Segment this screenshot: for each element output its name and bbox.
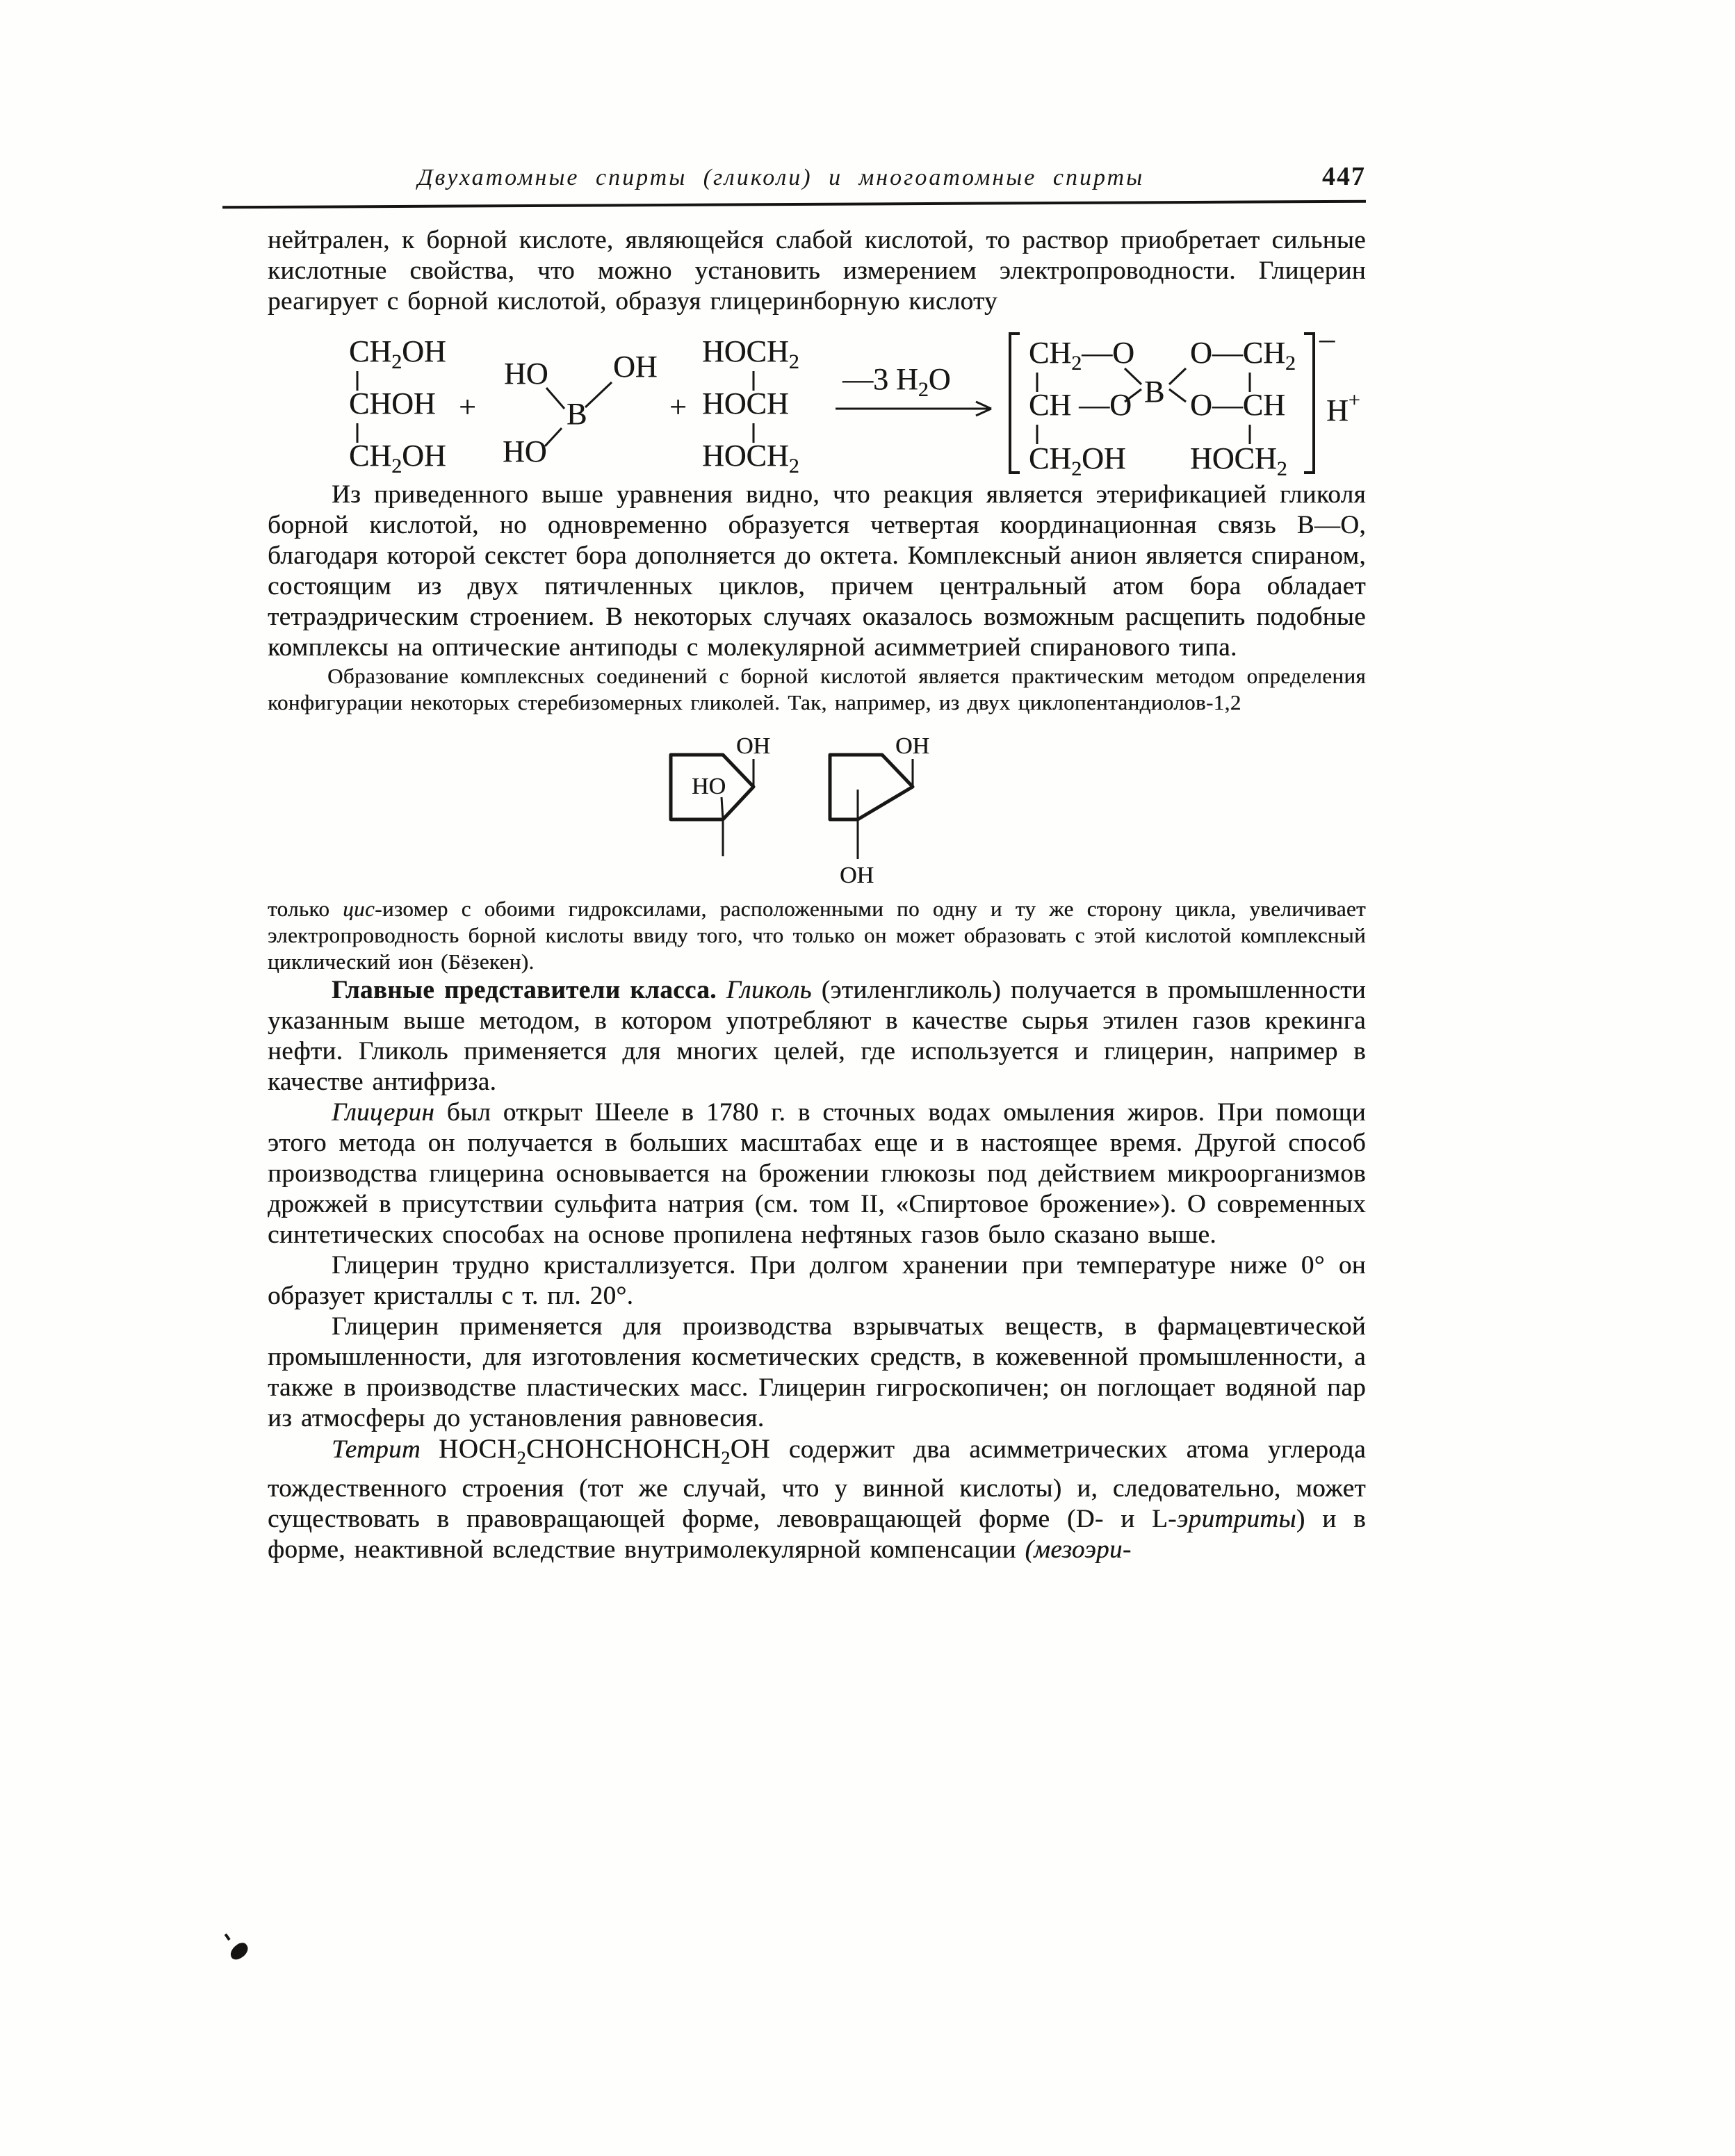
product-complex-anion [1010, 322, 1360, 480]
note-cis-isomer: только цис-изомер с обоими гидроксилами, расположенными по одну и ту же сторону цикла, увеличивает электропроводность борной кислоты ввиду того, что только он может образовать с этой кислотой комплексный циклический ион (Бёзекен). [268, 897, 1367, 974]
paragraph-tetrite: Тетрит $HOCH_2CHOHCHOHCH_2OH$ содержит два асимметрических атома углерода тождественного строения (тот же случай, что у винной кислоты) и, следовательно, может существовать в правовращающей форме, левовращающей форме (D- и L-эритриты) и в форме, неактивной вследствие внутримолекулярной компенсации (мезоэри- [268, 1434, 1366, 1564]
svg-text:O—CH2: $O—CH_2$ [1190, 336, 1296, 375]
svg-text:HO: HO [504, 357, 548, 391]
reaction-arrow [836, 362, 991, 416]
hydroxyl-label: OH [895, 733, 930, 759]
tetrite-formula: $HOCH_2CHOHCHOHCH_2OH$ [439, 1434, 771, 1468]
reactant-glycerol-2 [702, 334, 799, 477]
svg-text:O—CH: O—CH [1190, 388, 1285, 422]
boric-acid-reaction-equation [341, 320, 1383, 480]
hydroxyl-label: OH [840, 863, 874, 888]
svg-text:CH —O: CH —O [1029, 388, 1132, 422]
paragraph-glycerol-crystallization: Глицерин трудно кристаллизуется. При долгом хранении при температуре ниже 0° он образует кристаллы с т. пл. 20°. [268, 1251, 1366, 1310]
reactant-glycerol-1 [349, 334, 446, 477]
page-number: 447 [1322, 162, 1366, 191]
cyclopentanediol-figure [624, 726, 1013, 896]
trans-isomer-structure [830, 733, 929, 888]
svg-text:CHOH: CHOH [349, 386, 436, 420]
page-content [268, 0, 1366, 1565]
svg-text:HOCH2: $HOCH_2$ [702, 334, 799, 373]
hydroxyl-label: HO [692, 774, 726, 799]
bond-line [1169, 389, 1186, 402]
plus-sign: + [669, 390, 687, 424]
hydrogen-ion: H+ [1326, 389, 1360, 427]
glycerol-term: Глицерин [332, 1098, 435, 1127]
paragraph-intro: нейтрален, к борной кислоте, являющейся слабой кислотой, то раствор приобретает сильные кислотные свойства, что можно установить измерением электропроводности. Глицерин реагирует с борной кислотой, образуя глицеринборную кислоту [268, 226, 1366, 316]
svg-text:HOCH2: $HOCH_2$ [702, 439, 799, 477]
paragraph-discussion: Из приведенного выше уравнения видно, что реакция является этерификацией гликоля борной кислотой, но одновременно образуется четвертая координационная связь В—О, благодаря которой секстет бора дополняется до октета. Комплексный анион является спираном, состоящим из двух пятичленных циклов, причем центральный атом бора обладает тетраэдрическим строением. В некоторых случаях оказалось возможным расщепить подобные комплексы на оптические антиподы с молекулярной асимметрией спиранового типа. [268, 480, 1366, 662]
charge-label: – [1319, 322, 1335, 356]
svg-text:CH2OH: $CH_2OH$ [349, 439, 446, 477]
svg-text:CH2OH: $CH_2OH$ [349, 334, 446, 373]
right-bracket [1304, 334, 1314, 473]
running-header [268, 161, 1366, 192]
paragraph-main-representatives: Главные представители класса. Гликоль (этиленгликоль) получается в промышленности указанным выше методом, в котором употребляют в качестве сырья этилен газов крекинга нефти. Гликоль применяется для многих целей, где используется и глицерин, например в качестве антифриза. [268, 976, 1366, 1096]
section-lead: Главные представители класса. [332, 976, 717, 1004]
cyclopentane-ring [830, 755, 913, 819]
bond-line [1169, 368, 1186, 384]
hydroxyl-label: OH [736, 733, 771, 759]
water-loss-label: —3 $H_2O$ [842, 362, 951, 401]
cis-isomer-structure [671, 733, 770, 856]
svg-text:CH2OH: $CH_2OH$ [1029, 441, 1126, 480]
svg-text:B: B [567, 397, 587, 431]
paragraph-glycerol-discovery: Глицерин был открыт Шееле в 1780 г. в сточных водах омыления жиров. При помощи этого метода он получается в больших масштабах еще и в настоящее время. Другой способ производства глицерина основывается на брожении глюкозы под действием микроорганизмов дрожжей в присутствии сульфита натрия (см. том II, «Спиртовое брожение»). О современных синтетических способах на основе пропилена нефтяных газов было сказано выше. [268, 1098, 1366, 1249]
svg-text:HOCH2: $HOCH_2$ [1190, 441, 1287, 480]
bond-line [1125, 368, 1141, 384]
glycol-term: Гликоль [716, 976, 812, 1004]
mesoerythrite-term: (мезоэри- [1025, 1535, 1132, 1564]
erythrite-term: эритриты [1176, 1504, 1296, 1533]
svg-text:HO: HO [503, 434, 547, 468]
boron-atom: B [1144, 375, 1165, 409]
bond-line [545, 428, 562, 446]
svg-text:HOCH: HOCH [702, 386, 789, 420]
header-title: Двухатомные спирты (гликоли) и многоатомные спирты [417, 165, 1145, 190]
header-rule [222, 200, 1366, 209]
plus-sign: + [459, 390, 476, 424]
bond-line [585, 382, 612, 407]
svg-text:CH2—O: $CH_2—O$ [1029, 336, 1134, 375]
svg-text:OH: OH [613, 350, 658, 384]
bond-line [722, 797, 723, 819]
cis-term: цис [343, 897, 375, 921]
paragraph-glycerol-uses: Глицерин применяется для производства взрывчатых веществ, в фармацевтической промышленности, для изготовления косметических средств, в кожевенной промышленности, а также в производстве пластических масс. Глицерин гигроскопичен; он поглощает водяной пар из атмосферы до установления равновесия. [268, 1312, 1366, 1432]
left-bracket [1010, 334, 1020, 473]
boric-acid-structure [503, 350, 658, 468]
tetrite-term: Тетрит [332, 1435, 421, 1464]
ink-speck [227, 1941, 251, 1963]
note-boric-complex: Образование комплексных соединений с борной кислотой является практическим методом определения конфигурации некоторых стеребизомерных гликолей. Так, например, из двух циклопентандиолов-1,2 [268, 664, 1366, 714]
bond-line [546, 388, 564, 409]
